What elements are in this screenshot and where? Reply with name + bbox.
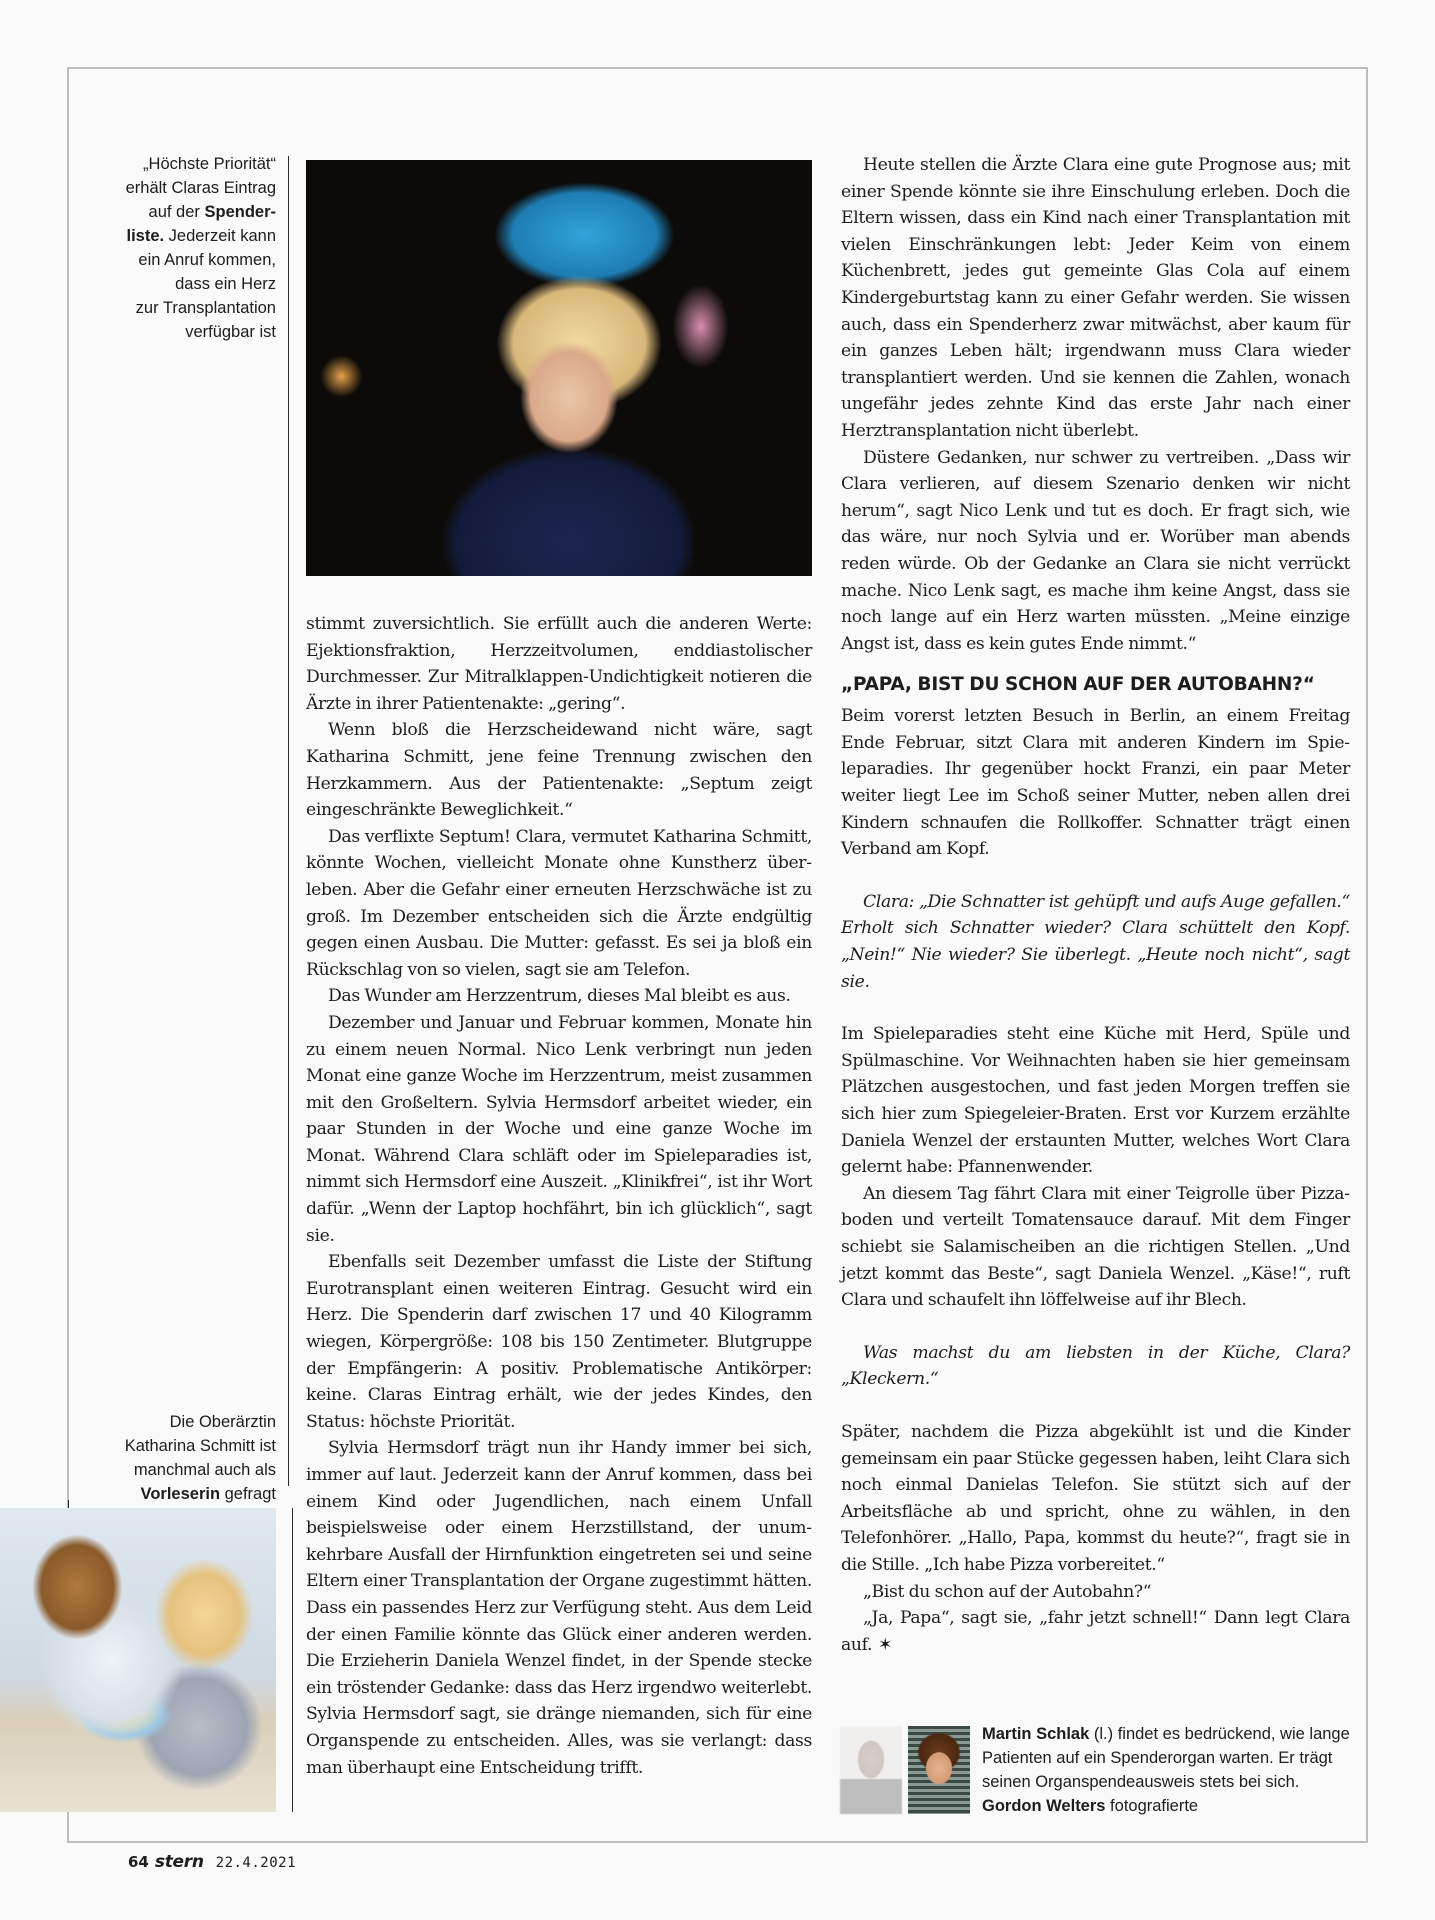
paragraph: stimmt zuversichtlich. Sie erfüllt auch die anderen Werte: Ejektionsfraktion, Herzzeitvolumen, enddiastolischer Durchmesser. Zur Mitralklappen-Undichtigkeit notieren die Ärzte in ihrer Patientenakte: „gering“. <box>306 614 812 714</box>
paragraph: Später, nachdem die Pizza abgekühlt ist und die Kinder gemeinsam ein paar Stücke gegessen haben, leiht Clara sich noch einmal Danielas Telefon. Sie stützt sich auf der Arbeitsfläche ab und spricht, ohne zu wählen, in den Telefonhörer. „Hallo, Papa, kommst du heute?“, fragt sie in die Stille. „Ich habe Pizza vorbereitet.“ <box>841 1421 1350 1575</box>
paragraph: „Bist du schon auf der Autobahn?“ <box>863 1581 1152 1602</box>
caption-line: zur Transplantation <box>135 299 276 317</box>
author-bio-text: fotografierte <box>1105 1797 1199 1815</box>
spacer <box>841 863 1350 889</box>
caption-bold: liste. <box>126 227 165 245</box>
paragraph: Wenn bloß die Herzscheidewand nicht wäre, sagt Katharina Schmitt, jene feine Trennung zwischen den Herzkammern. Aus der Patientenakte: „Septum zeigt eingeschränkte Beweglichkeit.“ <box>306 720 812 821</box>
photo-girl-with-stuffed-toy <box>306 160 812 576</box>
author-name: Martin Schlak <box>982 1725 1090 1743</box>
italic-dialogue: Was machst du am liebsten in der Küche, Clara? „Kleckern.“ <box>841 1342 1350 1390</box>
author-photo-photographer <box>908 1726 970 1814</box>
closing-text: „Ja, Papa“, sagt sie, „fahr jetzt schnell!“ Dann legt Clara auf. <box>841 1608 1350 1655</box>
caption-line: erhält Claras Eintrag <box>125 179 276 197</box>
photographer-name: Gordon Welters <box>982 1797 1106 1815</box>
photo-caption-top <box>70 152 276 344</box>
author-photo-pixelated <box>840 1726 902 1814</box>
issue-date: 22.4.2021 <box>215 1855 296 1871</box>
paragraph: Ebenfalls seit Dezember umfasst die Liste der Stiftung Eurotransplant einen weiteren Eintrag. Gesucht wird ein Herz. Die Spenderin darf zwischen 17 und 40 Kilogramm wiegen, Körpergröße: 108 bis 150 Zentimeter. Blutgruppe der Empfängerin: A positiv. Problematische Antikörper: keine. Claras Eintrag erhält, wie der jedes Kindes, den Status: höchste Priorität. <box>306 1252 812 1432</box>
paragraph: Beim vorerst letzten Besuch in Berlin, an einem Freitag Ende Februar, sitzt Clara mit anderen Kindern im Spieleparadies. Ihr gegenüber hockt Franzi, ein paar Meter weiter liegt Lee im Schoß seiner Mutter, neben allen drei Kindern schnaufen die Rollkoffer. Schnatter trägt einen Verband am Kopf. <box>841 706 1350 860</box>
paragraph: Das Wunder am Herzzentrum, dieses Mal bleibt es aus. <box>328 986 791 1007</box>
caption-text: Jederzeit kann <box>164 227 276 245</box>
spacer <box>841 995 1350 1021</box>
caption-line: dass ein Herz <box>175 275 276 293</box>
caption-divider-rule <box>288 156 289 1486</box>
paragraph: Sylvia Hermsdorf trägt nun ihr Handy immer bei sich, immer auf laut. Jederzeit kann der Anruf kommen, dass bei einem Kind oder Jugendlichen, nach einem Unfall beispielsweise oder einem Herzstillstand, der unumkehrbare Ausfall der Hirnfunktion eingetreten sei und seine Eltern einer Transplantation der Organe zugestimmt hätten. Dass ein passendes Herz zur Verfügung steht. Aus dem Leid der einen Familie könnte das Glück einer anderen werden. Die Erzieherin Daniela Wenzel findet, in der Spende stecke ein tröstender Gedanke: dass das Herz irgendwo weiterlebt. Sylvia Hermsdorf sagt, sie dränge niemanden, sich für eine Organspende zu entscheiden. Alles, was sie verlangt: dass man überhaupt eine Entscheidung trifft. <box>306 1438 812 1778</box>
paragraph: An diesem Tag fährt Clara mit einer Teigrolle über Pizzaboden und verteilt Tomatensauce darauf. Mit dem Finger schiebt sie Salamischeiben an die richtigen Stellen. „Und jetzt kommt das Beste“, sagt Daniela Wenzel. „Käse!“, ruft Clara und schaufelt ihn löffelweise auf ihr Blech. <box>841 1183 1350 1311</box>
paragraph: Heute stellen die Ärzte Clara eine gute Prognose aus; mit einer Spende könnte sie ihre Einschulung erleben. Doch die Eltern wissen, dass ein Kind nach einer Transplantation mit vielen Einschränkungen lebt: Jeder Keim von einem Küchenbrett, jedes gut gemeinte Glas Cola auf einem Kindergeburtstag kann zu einer Gefahr werden. Sie wissen auch, dass ein Spenderherz zwar mitwächst, aber kaum für ein ganzes Leben hält; irgendwann muss Clara wieder transplantiert werden. Und sie kennen die Zahlen, wonach ungefähr jedes zehnte Kind das erste Jahr nach einer Herztransplantation nicht überlebt. <box>841 155 1350 441</box>
caption-line <box>70 1482 276 1506</box>
caption-line: verfügbar ist <box>185 323 276 341</box>
caption-line: Katharina Schmitt ist <box>124 1437 276 1455</box>
caption-text: auf der <box>148 203 205 221</box>
spacer <box>841 1314 1350 1340</box>
paragraph: Im Spieleparadies steht eine Küche mit Herd, Spüle und Spülmaschine. Vor Weihnachten haben sie hier gemeinsam Plätzchen ausgestochen, und fast jeden Morgen treffen sie sich hier zum Spiegeleier-Braten. Erst vor Kurzem erzählte Daniela Wenzel der erstaunten Mutter, welches Wort Clara gelernt habe: Pfannenwender. <box>841 1024 1350 1178</box>
italic-dialogue: Clara: „Die Schnatter ist gehüpft und aufs Auge gefallen.“ Erholt sich Schnatter wieder? Clara schüttelt den Kopf. „Nein!“ Nie wieder? Sie überlegt. „Heute noch nicht“, sagt sie. <box>841 891 1350 992</box>
photo-divider-rule <box>292 1508 293 1812</box>
article-column-right <box>841 152 1350 1658</box>
photo-doctor-reading-to-child <box>0 1508 276 1812</box>
paragraph <box>841 1605 1350 1658</box>
caption-bold: Spender- <box>204 203 276 221</box>
photo-caption-bottom <box>70 1410 276 1506</box>
section-subheading: „PAPA, BIST DU SCHON AUF DER AUTOBAHN?“ <box>841 674 1315 696</box>
caption-line: Die Oberärztin <box>169 1413 276 1431</box>
caption-line <box>70 224 276 248</box>
caption-text: gefragt <box>220 1485 276 1503</box>
page-number: 64 <box>128 1853 149 1871</box>
spacer <box>841 1393 1350 1419</box>
caption-line: „Höchste Priorität“ <box>143 155 276 173</box>
caption-bold: Vorleserin <box>140 1485 221 1503</box>
author-credits <box>840 1722 1360 1818</box>
page-footer <box>128 1852 296 1872</box>
end-mark-icon: ✶ <box>878 1634 893 1655</box>
caption-line <box>70 200 276 224</box>
author-bio-text: (l.) findet es bedrückend, wie lange Patienten auf ein Spenderorgan warten. Er trägt seinen Organspendeausweis stets bei sich. <box>982 1725 1350 1791</box>
paragraph: Das verflixte Septum! Clara, vermutet Katharina Schmitt, könnte Wochen, vielleicht Monate ohne Kunstherz überleben. Aber die Gefahr einer erneuten Herzschwäche ist zu groß. Im Dezember entscheiden sich die Ärzte endgültig gegen einen Ausbau. Die Mutter: gefasst. Es sei ja bloß ein Rückschlag von so vielen, sagt sie am Telefon. <box>306 826 812 980</box>
magazine-logo: stern <box>154 1852 204 1872</box>
caption-line: manchmal auch als <box>133 1461 276 1479</box>
caption-line: ein Anruf kommen, <box>138 251 276 269</box>
author-bio <box>982 1722 1362 1818</box>
article-column-middle <box>306 611 812 1781</box>
paragraph: Düstere Gedanken, nur schwer zu vertreiben. „Dass wir Clara verlieren, auf diesem Szenario denken wir nicht herum“, sagt Nico Lenk und tut es doch. Er fragt sich, wie das wäre, nur noch Sylvia und er. Worüber man abends reden würde. Ob der Gedanke an Clara sie nicht verrückt mache. Nico Lenk sagt, es mache ihm keine Angst, dass sie noch lange auf ein Herz warten müssten. „Meine einzige Angst ist, dass es kein gutes Ende nimmt.“ <box>841 447 1350 654</box>
paragraph: Dezember und Januar und Februar kommen, Monate hin zu einem neuen Normal. Nico Lenk verbringt nun jeden Monat eine ganze Woche im Herzzentrum, meist zusammen mit den Großeltern. Sylvia Hermsdorf arbeitet wieder, ein paar Stunden in der Woche und eine ganze Woche im Monat. Während Clara schläft oder im Spieleparadies ist, nimmt sich Hermsdorf eine Auszeit. „Klinikfrei“, ist ihr Wort dafür. „Wenn der Laptop hochfährt, bin ich glücklich“, sagt sie. <box>306 1012 812 1246</box>
